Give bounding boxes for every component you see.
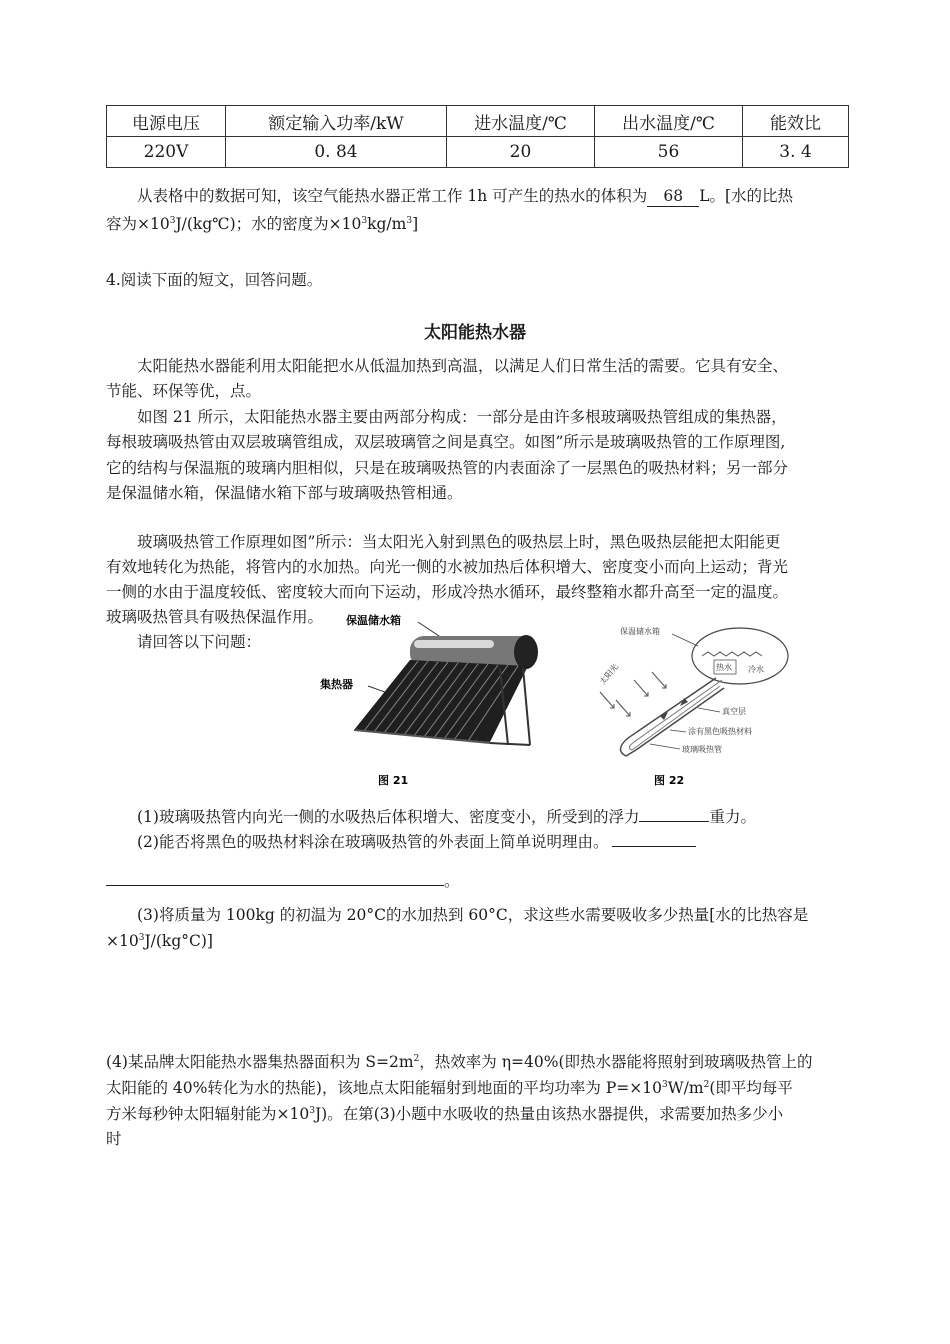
table-header-cell: 能效比 xyxy=(743,106,849,137)
table-header-row xyxy=(107,106,849,137)
label-hot-water: 热水 xyxy=(716,663,732,672)
paragraph-line: 每根玻璃吸热管由双层玻璃管组成，双层玻璃管之间是真空。如图”所示是玻璃吸热管的工作原理图, xyxy=(106,433,786,451)
text: ] xyxy=(412,215,419,233)
table-cell: 0. 84 xyxy=(226,137,447,168)
superscript: 3 xyxy=(309,1105,315,1116)
text: 。 xyxy=(444,872,460,890)
text: 方米每秒钟太阳辐射能为×10 xyxy=(106,1105,310,1123)
figure-caption: 图 21 xyxy=(378,774,409,787)
question-1 xyxy=(106,805,851,830)
text: J)。在第(3)小题中水吸收的热量由该热水器提供，求需要加热多少小 xyxy=(314,1105,784,1123)
text: kg/m xyxy=(367,215,407,233)
table-cell: 56 xyxy=(595,137,743,168)
paragraph-line: 有效地转化为热能，将管内的水加热。向光一侧的水被加热后体积增大、密度变小而向上运动；背光 xyxy=(106,558,789,576)
paragraph-line: 请回答以下问题： xyxy=(137,633,262,651)
tank-end-cap xyxy=(514,635,538,669)
question-4-line xyxy=(106,1076,851,1101)
article-title: 太阳能热水器 xyxy=(424,323,526,343)
question-3-cont xyxy=(106,929,851,954)
text: (4)某品牌太阳能热水器集热器面积为 S=2m xyxy=(106,1053,414,1071)
table-header-cell: 进水温度/℃ xyxy=(447,106,595,137)
stand-base xyxy=(490,743,530,745)
question-intro: 4.阅读下面的短文，回答问题。 xyxy=(106,271,323,289)
text: 从表格中的数据可知，该空气能热水器正常工作 1h 可产生的热水的体积为 xyxy=(137,187,648,205)
stand-leg xyxy=(523,668,530,745)
text: 容为×10 xyxy=(106,215,170,233)
paragraph-line: 如图 21 所示，太阳能热水器主要由两部分构成：一部分是由许多根玻璃吸热管组成的集热器， xyxy=(137,408,787,426)
paragraph-line: 节能、环保等优，点。 xyxy=(106,382,262,400)
table-cell: 20 xyxy=(447,137,595,168)
answer-blank xyxy=(106,869,444,886)
table-cell: 3. 4 xyxy=(743,137,849,168)
figure-label-collector: 集热器 xyxy=(320,678,353,691)
text: J/(kg℃)；水的密度为×10 xyxy=(175,215,362,233)
superscript: 3 xyxy=(361,215,368,226)
paragraph-line: 太阳能热水器能利用太阳能把水从低温加热到高温，以满足人们日常生活的需要。它具有安全、 xyxy=(137,357,789,375)
paragraph-line: 一侧的水由于温度较低、密度较大而向下运动，形成冷热水循环，最终整箱水都升高至一定的温度。 xyxy=(106,583,789,601)
text: ，热效率为 η=40%(即热水器能将照射到玻璃吸热管上的 xyxy=(419,1053,813,1071)
superscript: 3 xyxy=(406,215,413,226)
spec-table xyxy=(106,105,849,168)
text: (1)玻璃吸热管内向光一侧的水吸热后体积增大、密度变小，所受到的浮力 xyxy=(137,808,640,826)
figure-caption: 图 22 xyxy=(654,774,685,787)
question-3: (3)将质量为 100kg 的初温为 20°C的水加热到 60°C，求这些水需要吸收多少热量[水的比热容是 xyxy=(137,906,809,924)
answer-blank: 68 xyxy=(647,186,699,207)
text: J/(kg°C)] xyxy=(144,932,213,950)
superscript: 3 xyxy=(661,1079,668,1090)
leader-line xyxy=(698,708,720,712)
superscript: 2 xyxy=(413,1053,420,1064)
tube-principle-figure xyxy=(590,616,850,790)
paragraph-line: 它的结构与保温瓶的玻璃内胆相似，只是在玻璃吸热管的内表面涂了一层黑色的吸热材料；另一部分 xyxy=(106,459,789,477)
figure-label-tank: 保温储水箱 xyxy=(620,627,660,636)
superscript: 2 xyxy=(703,1079,710,1090)
paragraph-line: 是保温储水箱，保温储水箱下部与玻璃吸热管相通。 xyxy=(106,484,463,502)
leader-line xyxy=(670,730,686,732)
water-surface xyxy=(702,652,762,656)
label-cold-water: 冷水 xyxy=(748,665,764,674)
answer-blank xyxy=(639,805,709,822)
superscript: 3 xyxy=(138,932,145,943)
answer-blank xyxy=(612,830,696,847)
leader-line xyxy=(650,744,680,749)
label-vacuum: 真空层 xyxy=(722,707,746,716)
text: 太阳能的 40%转化为水的热能)，该地点太阳能辐射到地面的平均功率为 P=×10 xyxy=(106,1079,662,1097)
text: (即平均每平 xyxy=(709,1079,793,1097)
paragraph-line: 玻璃吸热管工作原理如图”所示：当太阳光入射到黑色的吸热层上时，黑色吸热层能把太阳能更 xyxy=(137,533,781,551)
text: (2)能否将黑色的吸热材料涂在玻璃吸热管的外表面上简单说明理由。 xyxy=(137,833,609,851)
text: W/m xyxy=(667,1079,704,1097)
label-glass-tube: 玻璃吸热管 xyxy=(682,745,722,754)
label-sunlight: 太阳光 xyxy=(597,662,621,687)
table-header-cell: 出水温度/℃ xyxy=(595,106,743,137)
leader-line xyxy=(672,634,698,646)
storage-tank-outline xyxy=(692,628,788,684)
question-4-line: 时 xyxy=(106,1130,122,1148)
text: 重力。 xyxy=(709,808,756,826)
text: ×10 xyxy=(106,932,139,950)
question-4-line xyxy=(106,1102,851,1127)
superscript: 3 xyxy=(169,215,176,226)
collector-tubes xyxy=(354,660,528,742)
question-4 xyxy=(106,1050,851,1075)
solar-heater-figure xyxy=(318,610,558,790)
table-cell: 220V xyxy=(107,137,226,168)
paragraph-line xyxy=(106,184,851,209)
question-2-answer-line xyxy=(106,869,851,894)
table-header-cell: 电源电压 xyxy=(107,106,226,137)
label-coating: 涂有黑色吸热材料 xyxy=(688,727,752,736)
paragraph-line: 玻璃吸热管具有吸热保温作用。 xyxy=(106,608,324,626)
tank-highlight xyxy=(414,640,494,648)
paragraph-line xyxy=(106,212,851,237)
figure-label-tank: 保温储水箱 xyxy=(346,614,401,627)
table-header-cell: 额定输入功率/kW xyxy=(226,106,447,137)
text: L。[水的比热 xyxy=(699,187,794,205)
table-row xyxy=(107,137,849,168)
question-2 xyxy=(106,830,851,855)
